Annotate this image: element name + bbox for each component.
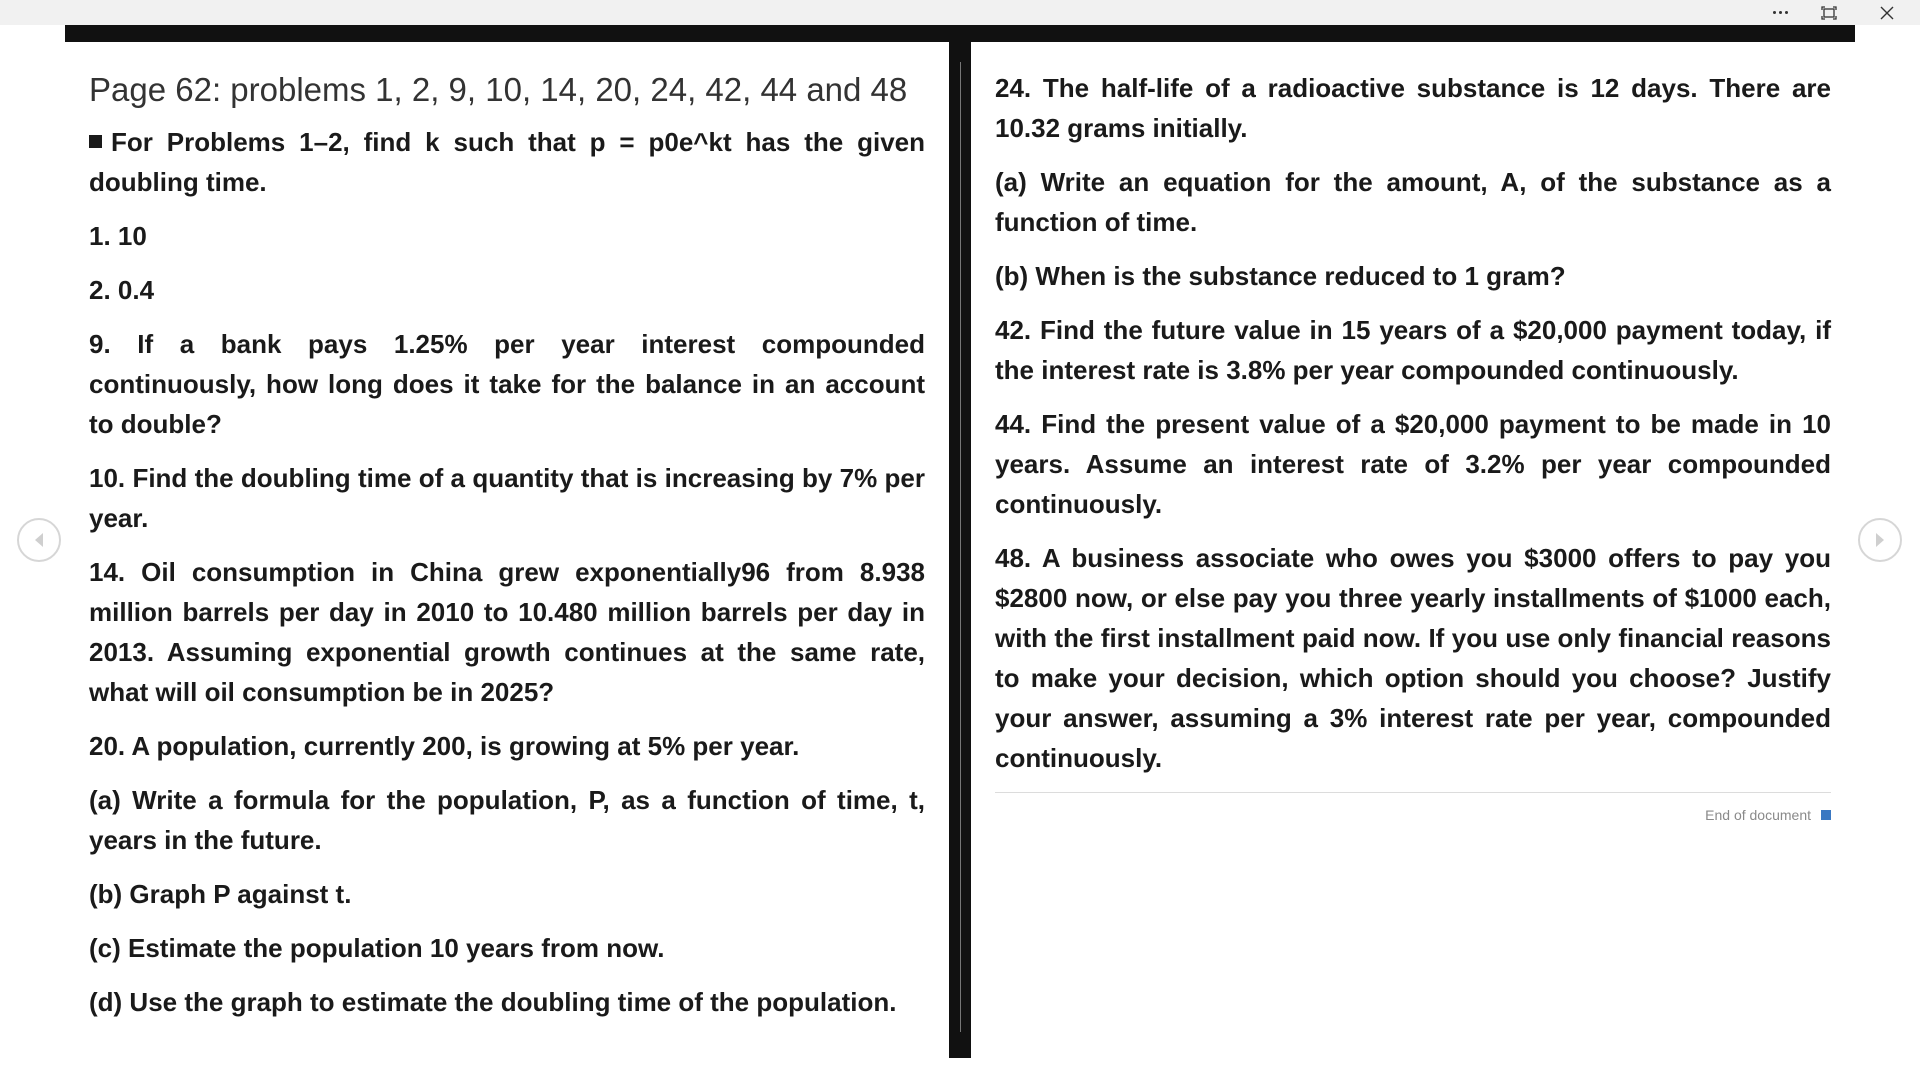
fit-to-screen-icon (1821, 6, 1837, 20)
previous-page-button[interactable] (17, 518, 61, 562)
end-divider (995, 792, 1831, 793)
page-title: Page 62: problems 1, 2, 9, 10, 14, 20, 24, 42, 44 and 48 (89, 71, 908, 108)
page-spine (949, 42, 971, 1058)
right-page (995, 42, 1831, 823)
problem-intro (89, 122, 925, 202)
problem-20: 20. A population, currently 200, is growing at 5% per year. (89, 731, 800, 761)
problem-24b: (b) When is the substance reduced to 1 gram? (995, 261, 1566, 291)
end-marker-icon (1821, 810, 1831, 820)
problem-20d: (d) Use the graph to estimate the doubling time of the population. (89, 987, 897, 1017)
close-icon (1880, 6, 1894, 20)
end-of-document-label: End of document (1705, 807, 1811, 823)
chevron-left-icon (32, 532, 46, 548)
problem-10: 10. Find the doubling time of a quantity that is increasing by 7% per year. (89, 463, 925, 533)
problem-2: 2. 0.4 (89, 275, 155, 305)
document-top-edge (65, 25, 1855, 42)
problem-42: 42. Find the future value in 15 years of a $20,000 payment today, if the interest rate is 3.8% per year compounded continuously. (995, 315, 1831, 385)
window-toolbar (0, 0, 1920, 25)
more-icon (1773, 11, 1788, 14)
problem-9: 9. If a bank pays 1.25% per year interest compounded continuously, how long does it take for the balance in an account to double? (89, 329, 925, 439)
bullet-icon (89, 135, 102, 148)
problem-14: 14. Oil consumption in China grew exponentially96 from 8.938 million barrels per day in 2010 to 10.480 million barrels per day in 2013. Assuming exponential growth continues at the same rate, what will oil consumption be in 2025? (89, 557, 925, 707)
problem-1: 1. 10 (89, 221, 147, 251)
fit-to-screen-button[interactable] (1806, 0, 1852, 25)
close-button[interactable] (1864, 0, 1910, 25)
problem-48: 48. A business associate who owes you $3000 offers to pay you $2800 now, or else pay you three yearly installments of $1000 each, with the first installment paid now. If you use only financial reasons to make your decision, which option should you choose? Justify your answer, assuming a 3% interest rate per year, compounded continuously. (995, 543, 1831, 773)
problem-20c: (c) Estimate the population 10 years from now. (89, 933, 665, 963)
spine-line (960, 62, 961, 1032)
more-options-button[interactable] (1757, 0, 1803, 25)
problem-44: 44. Find the present value of a $20,000 payment to be made in 10 years. Assume an interest rate of 3.2% per year compounded continuously. (995, 409, 1831, 519)
problem-24: 24. The half-life of a radioactive substance is 12 days. There are 10.32 grams initially. (995, 73, 1831, 143)
end-of-document (995, 807, 1831, 823)
left-page (89, 42, 925, 1036)
next-page-button[interactable] (1858, 518, 1902, 562)
chevron-right-icon (1873, 532, 1887, 548)
problem-20a: (a) Write a formula for the population, P, as a function of time, t, years in the future. (89, 785, 925, 855)
problem-20b: (b) Graph P against t. (89, 879, 352, 909)
problem-intro-text: For Problems 1–2, find k such that p = p0e^kt has the given doubling time. (89, 127, 925, 197)
problem-24a: (a) Write an equation for the amount, A, of the substance as a function of time. (995, 167, 1831, 237)
